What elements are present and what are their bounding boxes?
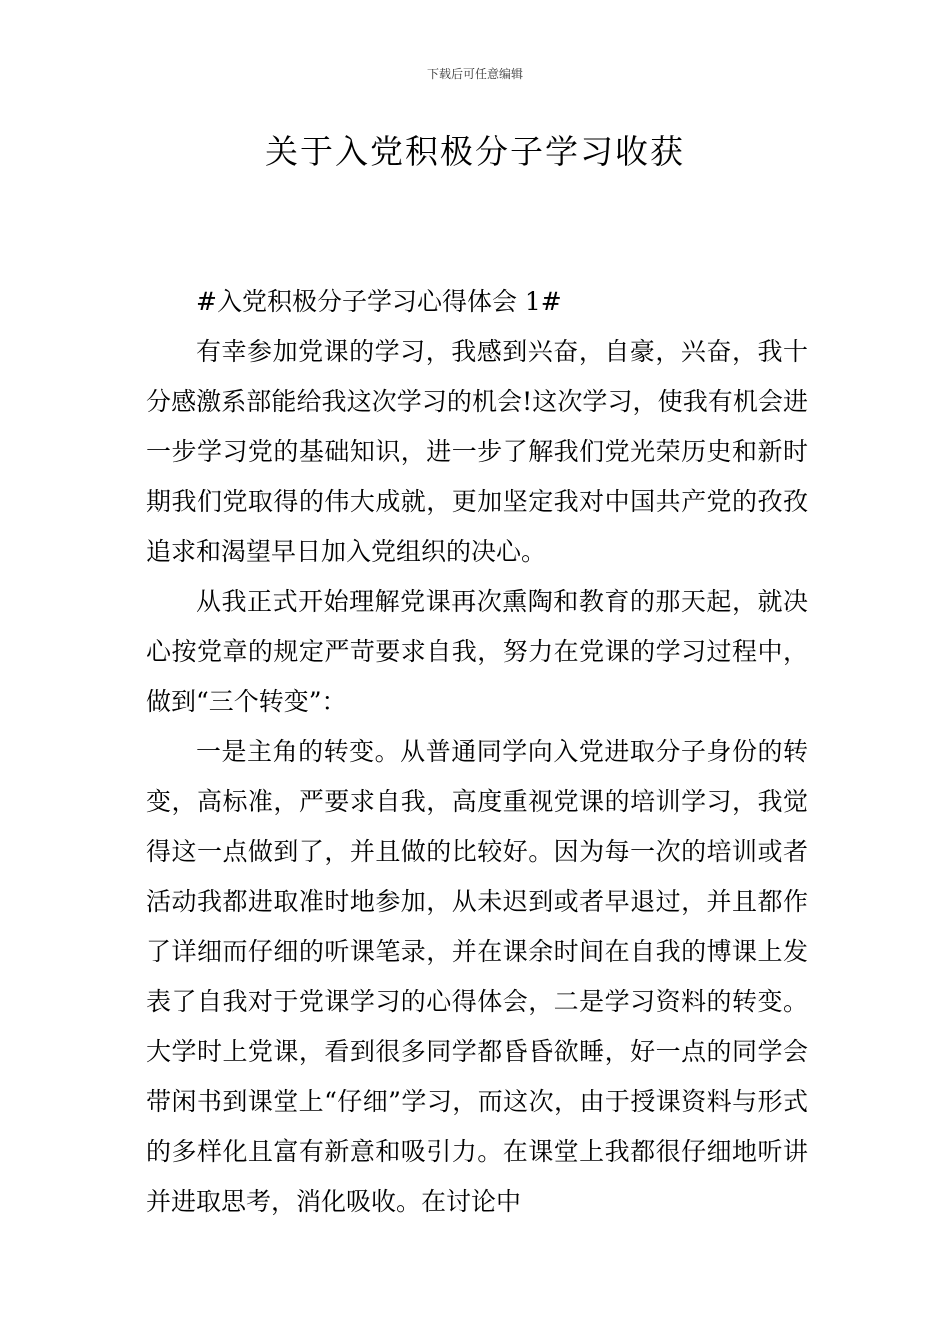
document-title: 关于入党积极分子学习收获 [265,132,685,171]
paragraph-2: 从我正式开始理解党课再次熏陶和教育的那天起，就决心按党章的规定严苛要求自我，努力在党课的学习过程中，做到“三个转变”： [146,587,808,716]
section-heading: #入党积极分子学习心得体会 1# [196,287,562,316]
paragraph-3: 一是主角的转变。从普通同学向入党进取分子身份的转变，高标准，严要求自我，高度重视党课的培训学习，我觉得这一点做到了，并且做的比较好。因为每一次的培训或者活动我都进取准时地参加，从未迟到或者早退过，并且都作了详细而仔细的听课笔录，并在课余时间在自我的博课上发表了自我对于党课学习的心得体会，二是学习资料的转变。大学时上党课，看到很多同学都昏昏欲睡，好一点的同学会带闲书到课堂上“仔细”学习，而这次，由于授课资料与形式的多样化且富有新意和吸引力。在课堂上我都很仔细地听讲并进取思考，消化吸收。在讨论中 [146,737,808,1216]
document-body [146,277,808,1227]
paragraph-1: 有幸参加党课的学习，我感到兴奋，自豪，兴奋，我十分感激系部能给我这次学习的机会!这次学习，使我有机会进一步学习党的基础知识，进一步了解我们党光荣历史和新时期我们党取得的伟大成就，更加坚定我对中国共产党的孜孜追求和渴望早日加入党组织的决心。 [146,337,808,566]
header-note: 下载后可任意编辑 [426,67,523,81]
